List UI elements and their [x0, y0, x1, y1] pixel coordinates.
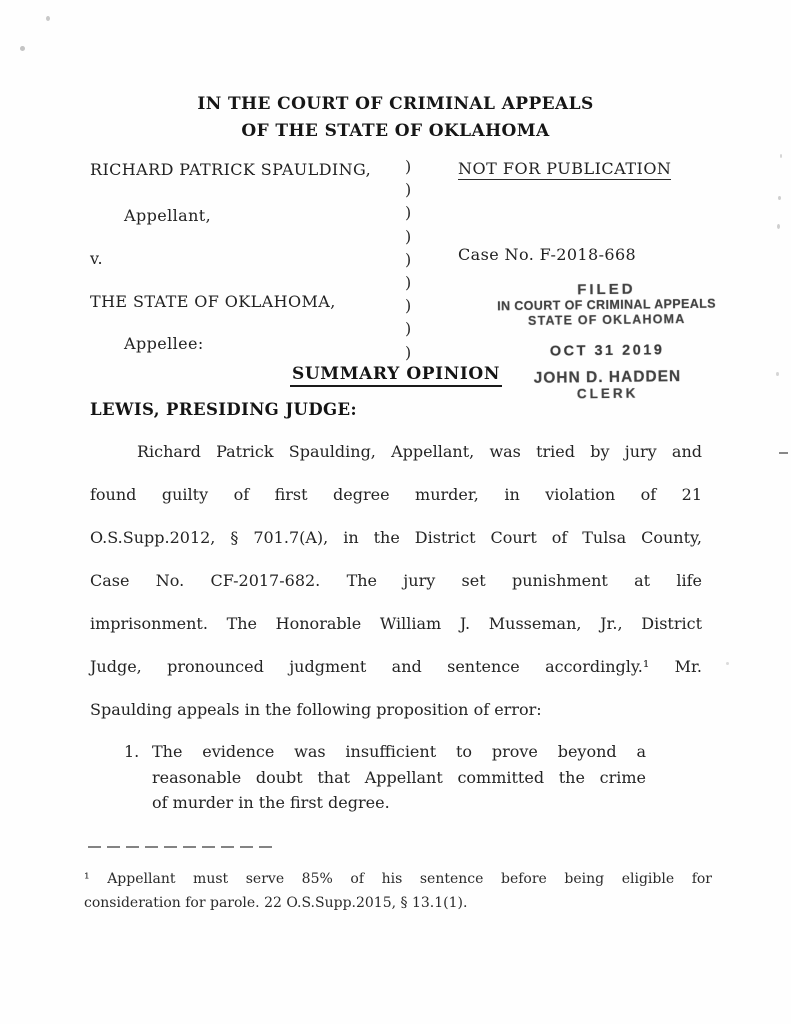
case-number: Case No. F-2018-668 [458, 245, 637, 264]
opinion-body-paragraph [90, 430, 702, 731]
caption-divider-paren: ) [405, 273, 412, 293]
body-line: Judge, pronounced judgment and sentence accordingly.¹ Mr. [90, 657, 702, 676]
stamp-date: OCT 31 2019 [549, 342, 665, 360]
body-line: Case No. CF-2017-682. The jury set punishment at life [90, 571, 702, 590]
proposition-of-error [124, 739, 646, 816]
footnote-line: consideration for parole. 22 O.S.Supp.2015, § 13.1(1). [84, 894, 468, 911]
scan-speck [46, 16, 50, 21]
proposition-text [152, 739, 646, 816]
caption-paren-column [405, 155, 411, 364]
judge-heading: LEWIS, PRESIDING JUDGE: [90, 400, 357, 419]
appellant-name: RICHARD PATRICK SPAULDING, [90, 160, 372, 179]
body-line: found guilty of first degree murder, in violation of 21 [90, 485, 702, 504]
caption-divider-paren: ) [405, 226, 412, 246]
footnote-line: ¹ Appellant must serve 85% of his sentence before being eligible for [84, 871, 712, 887]
appellee-role: Appellee: [124, 334, 204, 353]
appellant-role: Appellant, [124, 206, 212, 225]
proposition-line: The evidence was insufficient to prove beyond a [152, 742, 646, 761]
proposition-line: reasonable doubt that Appellant committed the crime [152, 767, 646, 787]
stamp-clerk-title: CLERK [576, 385, 639, 402]
scan-speck [779, 452, 788, 454]
scan-speck [776, 372, 779, 376]
opinion-heading [90, 364, 702, 384]
stamp-filed-label: FILED [577, 280, 636, 299]
stamp-court-line2: STATE OF OKLAHOMA [527, 312, 686, 328]
caption-divider-paren: ) [405, 249, 412, 269]
body-line: Richard Patrick Spaulding, Appellant, was tried by jury and [137, 442, 702, 461]
caption-divider-paren: ) [405, 319, 412, 339]
filed-stamp [461, 280, 752, 404]
scan-speck [777, 224, 780, 229]
footnote [84, 868, 712, 915]
court-title [0, 91, 791, 145]
proposition-line: of murder in the first degree. [152, 793, 390, 812]
versus-label: v. [90, 249, 104, 268]
stamp-court-line1: IN COURT OF CRIMINAL APPEALS [497, 296, 717, 314]
scan-speck [780, 154, 782, 158]
caption-divider-paren: ) [405, 180, 412, 200]
footnote-separator-rule [88, 846, 272, 848]
not-for-publication-label: NOT FOR PUBLICATION [458, 159, 672, 178]
scan-speck [778, 196, 781, 200]
opinion-heading-text: SUMMARY OPINION [290, 364, 502, 387]
proposition-number: 1. [124, 742, 140, 761]
body-line: O.S.Supp.2012, § 701.7(A), in the District Court of Tulsa County, [90, 528, 702, 547]
appellee-name: THE STATE OF OKLAHOMA, [90, 292, 336, 311]
scan-speck [726, 662, 729, 665]
court-title-line2: OF THE STATE OF OKLAHOMA [241, 121, 550, 141]
scan-speck [20, 46, 25, 51]
body-line: Spaulding appeals in the following proposition of error: [90, 700, 542, 719]
stamp-clerk-name: JOHN D. HADDEN [533, 368, 682, 387]
court-title-line1: IN THE COURT OF CRIMINAL APPEALS [197, 94, 594, 114]
caption-divider-paren: ) [405, 157, 412, 176]
caption-divider-paren: ) [405, 296, 412, 316]
caption-divider-paren: ) [405, 203, 412, 223]
body-line: imprisonment. The Honorable William J. Musseman, Jr., District [90, 614, 702, 633]
caption-divider-paren: ) [405, 342, 412, 362]
